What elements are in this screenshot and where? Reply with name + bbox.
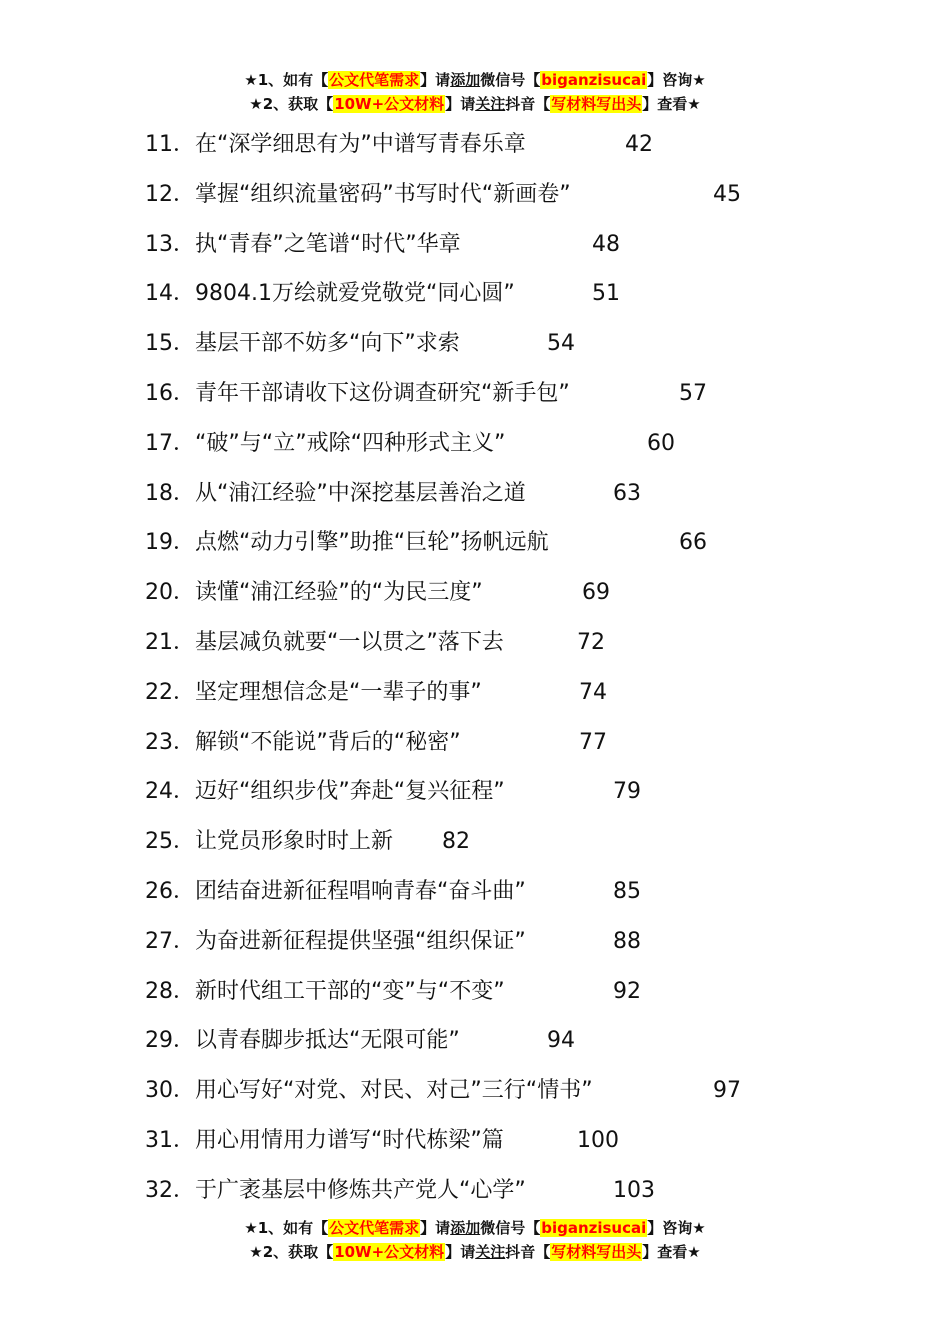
toc-entry-title: 为奋进新征程提供坚强“组织保证” [195, 928, 526, 954]
toc-entry-number: 20． [145, 580, 195, 606]
toc-entry-title: 基层减负就要“一以贯之”落下去 [195, 629, 504, 655]
toc-entry-number: 25． [145, 829, 195, 855]
banner-line-2: ★2、获取【10W+公文材料】请关注抖音【写材料写出头】查看★ [249, 95, 701, 113]
toc-entry-page-number: 77 [579, 729, 607, 755]
toc-entry[interactable] [145, 469, 845, 519]
toc-entry[interactable] [145, 1116, 845, 1166]
toc-entry-title: 团结奋进新征程唱响青春“奋斗曲” [195, 878, 526, 904]
toc-entry-page-number: 79 [613, 779, 641, 805]
toc-entry-title: 青年干部请收下这份调查研究“新手包” [195, 380, 570, 406]
toc-entry[interactable] [145, 220, 845, 270]
toc-entry-page-number: 54 [547, 331, 575, 357]
toc-entry-page-number: 42 [625, 132, 653, 157]
toc-entry-page-number: 97 [713, 1078, 741, 1104]
highlight-douyin: 写材料写出头 [551, 95, 642, 113]
toc-entry-page-number: 92 [613, 978, 641, 1004]
toc-entry-page-number: 63 [613, 480, 641, 506]
toc-entry-number: 16． [145, 380, 195, 406]
toc-entry[interactable] [145, 1166, 845, 1216]
toc-entry-number: 32． [145, 1177, 195, 1203]
toc-entry-page-number: 60 [647, 430, 675, 456]
highlight-douyin: 写材料写出头 [551, 1243, 642, 1261]
toc-entry-title: “破”与“立”戒除“四种形式主义” [195, 430, 506, 456]
toc-entry-title: 掌握“组织流量密码”书写时代“新画卷” [195, 181, 571, 207]
toc-entry[interactable] [145, 319, 845, 369]
toc-entry-title: 坚定理想信念是“一辈子的事” [195, 679, 482, 705]
toc-entry-title: 9804.1万绘就爱党敬党“同心圆” [195, 281, 515, 307]
toc-entry-page-number: 57 [679, 380, 707, 406]
toc-entry[interactable] [145, 170, 845, 220]
toc-entry-page-number: 94 [547, 1028, 575, 1054]
toc-entry-title: 基层干部不妨多“向下”求索 [195, 331, 460, 357]
toc-entry-number: 21． [145, 629, 195, 655]
toc-entry-number: 22． [145, 679, 195, 705]
toc-entry[interactable] [145, 668, 845, 718]
toc-entry-title: 让党员形象时时上新 [195, 829, 394, 855]
toc-entry-page-number: 100 [577, 1127, 619, 1153]
toc-entry-page-number: 74 [579, 679, 607, 705]
toc-entry-page-number: 48 [592, 231, 620, 257]
toc-entry-number: 29． [145, 1028, 195, 1054]
toc-entry-title: 点燃“动力引擎”助推“巨轮”扬帆远航 [195, 530, 549, 556]
toc-entry-page-number: 82 [442, 829, 470, 855]
toc-entry-title: 用心写好“对党、对民、对己”三行“情书” [195, 1078, 593, 1104]
toc-entry[interactable] [145, 419, 845, 469]
highlight-ghostwriting: 公文代笔需求 [329, 71, 420, 89]
banner-line-1: ★1、如有【公文代笔需求】请添加微信号【biganzisucai】咨询★ [244, 1219, 706, 1237]
toc-entry-title: 以青春脚步抵达“无限可能” [195, 1028, 460, 1054]
toc-entry-number: 30． [145, 1078, 195, 1104]
banner-line-2: ★2、获取【10W+公文材料】请关注抖音【写材料写出头】查看★ [249, 1243, 701, 1261]
highlight-materials: 10W+公文材料 [334, 95, 445, 113]
highlight-materials: 10W+公文材料 [334, 1243, 445, 1261]
toc-entry[interactable] [145, 817, 845, 867]
toc-entry-title: 新时代组工干部的“变”与“不变” [195, 978, 505, 1004]
toc-entry-title: 于广袤基层中修炼共产党人“心学” [195, 1177, 526, 1203]
banner-line-1: ★1、如有【公文代笔需求】请添加微信号【biganzisucai】咨询★ [244, 71, 706, 89]
toc-entry[interactable] [145, 1066, 845, 1116]
toc-entry-title: 执“青春”之笔谱“时代”华章 [195, 231, 461, 257]
highlight-wechat-id: biganzisucai [541, 71, 647, 89]
toc-entry-number: 23． [145, 729, 195, 755]
toc-entry-number: 24． [145, 779, 195, 805]
table-of-contents [145, 120, 845, 1216]
highlight-wechat-id: biganzisucai [541, 1219, 647, 1237]
toc-entry-page-number: 85 [613, 878, 641, 904]
toc-entry-number: 13． [145, 231, 195, 257]
toc-entry-page-number: 69 [582, 580, 610, 606]
toc-entry[interactable] [145, 767, 845, 817]
toc-entry-page-number: 45 [713, 181, 741, 207]
toc-entry-title: 迈好“组织步伐”奔赴“复兴征程” [195, 779, 505, 805]
toc-entry[interactable] [145, 518, 845, 568]
toc-entry-page-number: 103 [613, 1177, 655, 1203]
toc-entry[interactable] [145, 120, 845, 170]
toc-entry-number: 31． [145, 1127, 195, 1153]
toc-entry-number: 19． [145, 530, 195, 556]
toc-entry[interactable] [145, 618, 845, 668]
toc-entry-number: 18． [145, 480, 195, 506]
toc-entry-number: 26． [145, 878, 195, 904]
toc-entry[interactable] [145, 568, 845, 618]
toc-entry-page-number: 72 [577, 629, 605, 655]
toc-entry-page-number: 66 [679, 530, 707, 556]
toc-entry-number: 28． [145, 978, 195, 1004]
footer-banner [0, 1216, 950, 1264]
toc-entry-page-number: 51 [592, 281, 620, 307]
highlight-ghostwriting: 公文代笔需求 [329, 1219, 420, 1237]
toc-entry-title: 用心用情用力谱写“时代栋梁”篇 [195, 1127, 504, 1153]
toc-entry[interactable] [145, 718, 845, 768]
toc-entry-number: 11． [145, 132, 195, 157]
toc-entry-number: 27． [145, 928, 195, 954]
toc-entry[interactable] [145, 917, 845, 967]
toc-entry[interactable] [145, 269, 845, 319]
toc-entry[interactable] [145, 867, 845, 917]
toc-entry-number: 17． [145, 430, 195, 456]
toc-entry[interactable] [145, 369, 845, 419]
toc-entry-title: 读懂“浦江经验”的“为民三度” [195, 580, 483, 606]
header-banner [0, 68, 950, 116]
toc-entry-number: 14． [145, 281, 195, 307]
toc-entry-page-number: 88 [613, 928, 641, 954]
toc-entry-number: 15． [145, 331, 195, 357]
toc-entry-title: 从“浦江经验”中深挖基层善治之道 [195, 480, 526, 506]
toc-entry-title: 解锁“不能说”背后的“秘密” [195, 729, 461, 755]
toc-entry[interactable] [145, 967, 845, 1017]
toc-entry-title: 在“深学细思有为”中谱写青春乐章 [195, 132, 526, 157]
toc-entry-number: 12． [145, 181, 195, 207]
toc-entry[interactable] [145, 1016, 845, 1066]
